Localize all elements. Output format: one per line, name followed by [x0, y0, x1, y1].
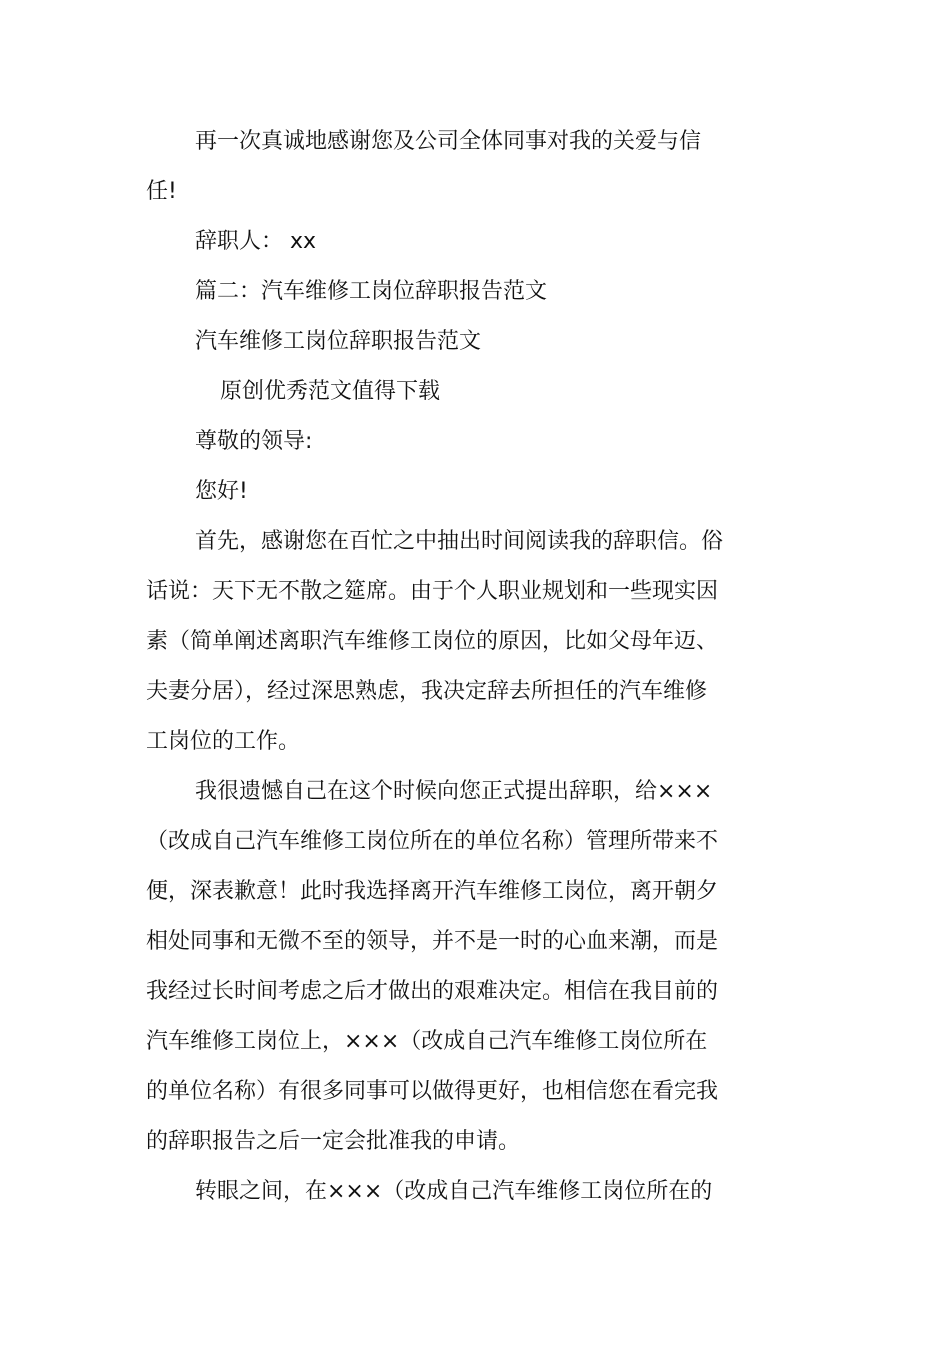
text-line: 素（简单阐述离职汽车维修工岗位的原因，比如父母年迈、 [146, 629, 719, 654]
greeting: 您好! [195, 479, 248, 504]
text-line: 我很遗憾自己在这个时候向您正式提出辞职，给××× [195, 779, 713, 804]
text-line: 的单位名称）有很多同事可以做得更好，也相信您在看完我 [146, 1079, 719, 1104]
document-title: 汽车维修工岗位辞职报告范文 [195, 329, 482, 354]
signature-line: 辞职人： xx [195, 229, 317, 254]
section-heading: 篇二：汽车维修工岗位辞职报告范文 [195, 279, 548, 304]
text-line: 首先，感谢您在百忙之中抽出时间阅读我的辞职信。俗 [195, 529, 724, 554]
text-line: 相处同事和无微不至的领导，并不是一时的心血来潮，而是 [146, 929, 719, 954]
text-line: 任! [146, 179, 177, 204]
salutation: 尊敬的领导: [195, 429, 313, 454]
text-line: 话说：天下无不散之筵席。由于个人职业规划和一些现实因 [146, 579, 719, 604]
text-line: 汽车维修工岗位上，×××（改成自己汽车维修工岗位所在 [146, 1029, 708, 1054]
text-line: 的辞职报告之后一定会批准我的申请。 [146, 1129, 521, 1154]
text-line: 我经过长时间考虑之后才做出的艰难决定。相信在我目前的 [146, 979, 719, 1004]
text-line: 转眼之间，在×××（改成自己汽车维修工岗位所在的 [195, 1179, 713, 1204]
text-line: 便，深表歉意！此时我选择离开汽车维修工岗位，离开朝夕 [146, 879, 719, 904]
subtitle-line: 原创优秀范文值得下载 [220, 379, 441, 404]
text-line: 再一次真诚地感谢您及公司全体同事对我的关爱与信 [195, 129, 702, 154]
text-line: （改成自己汽车维修工岗位所在的单位名称）管理所带来不 [146, 829, 719, 854]
text-line: 夫妻分居），经过深思熟虑，我决定辞去所担任的汽车维修 [146, 679, 708, 704]
text-line: 工岗位的工作。 [146, 729, 301, 754]
